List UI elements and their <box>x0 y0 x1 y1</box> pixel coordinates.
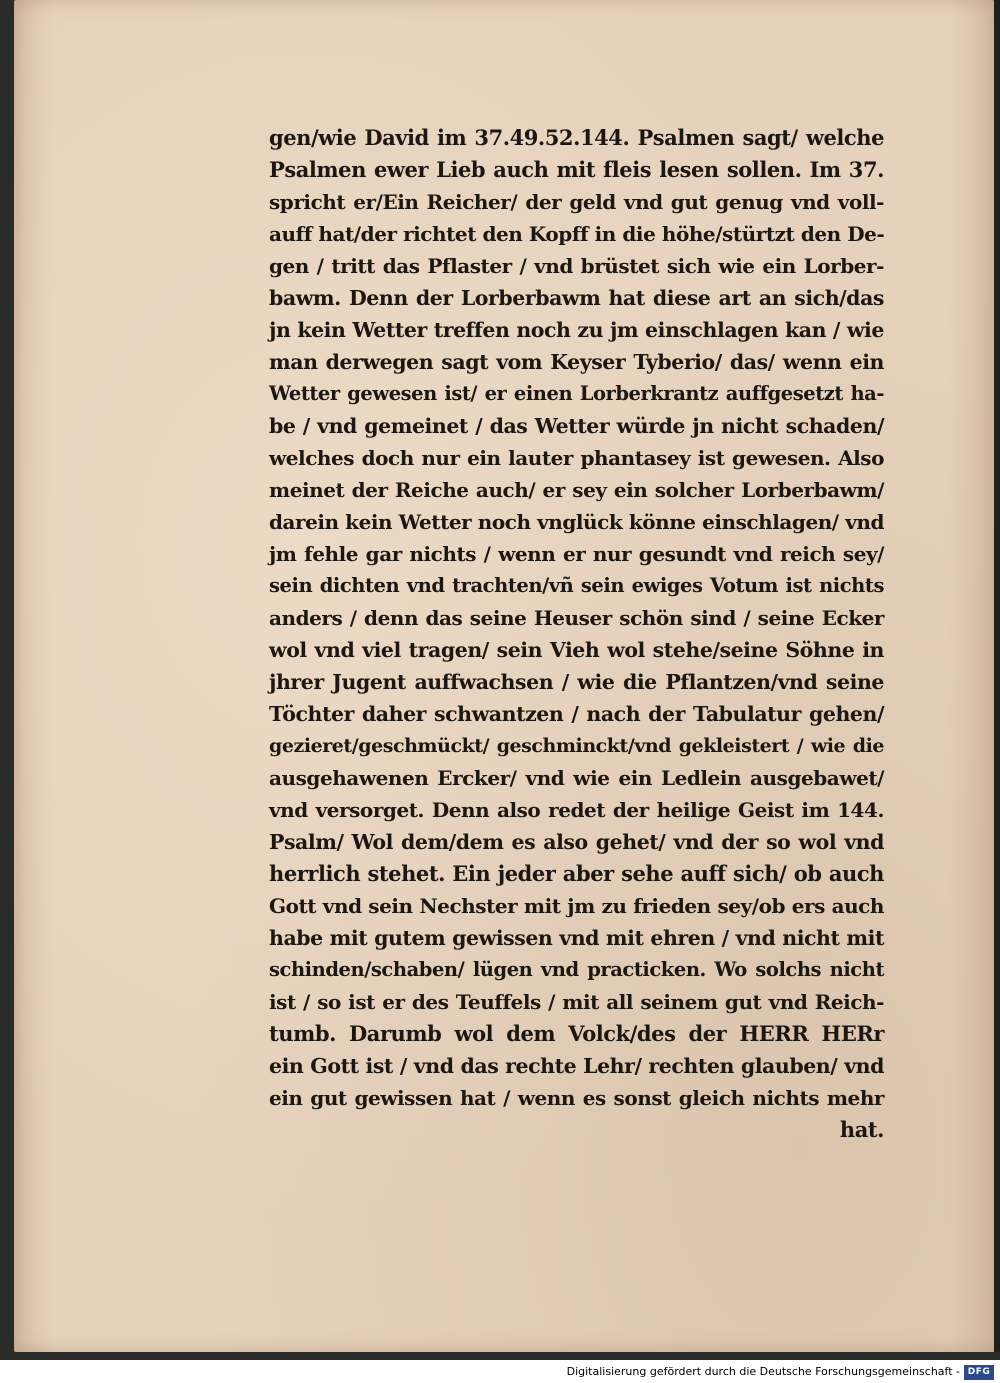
text-line: habe mit gutem gewissen vnd mit ehren / vnd nicht mit <box>269 926 884 950</box>
page-edge-shadow <box>994 0 1000 1352</box>
catchword: hat. <box>839 1117 884 1142</box>
text-line: tumb. Darumb wol dem Volck/des der HERR HERr <box>269 1021 884 1046</box>
text-line: jn kein Wetter treffen noch zu jm einschlagen kan / wie <box>269 318 884 342</box>
text-line: ist / so ist er des Teuffels / mit all seinem gut vnd Reich- <box>269 990 884 1014</box>
text-line: Töchter daher schwantzen / nach der Tabulatur gehen/ <box>269 702 884 726</box>
text-line: sein dichten vnd trachten/vñ sein ewiges Votum ist nichts <box>269 574 884 597</box>
text-line: wol vnd viel tragen/ sein Vieh wol stehe/seine Söhne in <box>269 638 884 662</box>
dfg-logo: DFG <box>964 1365 994 1380</box>
footer-credit: Digitalisierung gefördert durch die Deutsche Forschungsgemeinschaft - <box>566 1365 960 1378</box>
text-line: ein Gott ist / vnd das rechte Lehr/ rechten glauben/ vnd <box>269 1054 884 1078</box>
text-line: Wetter gewesen ist/ er einen Lorberkrantz auffgesetzt ha- <box>269 382 884 405</box>
text-line: auff hat/der richtet den Kopff in die höhe/stürtzt den De- <box>269 222 885 246</box>
text-line: schinden/schaben/ lügen vnd practicken. Wo solchs nicht <box>269 958 884 981</box>
text-line: herrlich stehet. Ein jeder aber sehe auff sich/ ob auch <box>269 861 884 886</box>
text-line: vnd versorget. Denn also redet der heilige Geist im 144. <box>269 798 884 822</box>
text-line: bawm. Denn der Lorberbawm hat diese art an sich/das <box>269 286 884 310</box>
text-line: gezieret/geschmückt/ geschminckt/vnd gekleistert / wie die <box>269 735 884 757</box>
text-line: ein gut gewissen hat / wenn es sonst gleich nichts mehr <box>269 1086 884 1110</box>
text-line: welches doch nur ein lauter phantasey ist gewesen. Also <box>269 446 884 470</box>
text-line: jhrer Jugent auffwachsen / wie die Pflantzen/vnd seine <box>269 670 884 694</box>
text-line: anders / denn das seine Heuser schön sind / seine Ecker <box>269 606 884 630</box>
text-line: Psalmen ewer Lieb auch mit fleis lesen sollen. Im 37. <box>269 157 884 182</box>
page-text <box>269 122 884 1146</box>
digitization-footer <box>0 1362 1000 1383</box>
book-page <box>14 0 998 1352</box>
text-line: Psalm/ Wol dem/dem es also gehet/ vnd der so wol vnd <box>269 830 884 854</box>
text-line: gen / tritt das Pflaster / vnd brüstet sich wie ein Lorber- <box>269 254 884 278</box>
text-line: jm fehle gar nichts / wenn er nur gesundt vnd reich sey/ <box>269 542 884 566</box>
text-line: gen/wie David im 37.49.52.144. Psalmen sagt/ welche <box>269 125 884 150</box>
text-line: darein kein Wetter noch vnglück könne einschlagen/ vnd <box>269 510 884 534</box>
text-line: ausgehawenen Ercker/ vnd wie ein Ledlein ausgebawet/ <box>269 766 884 790</box>
text-line: spricht er/Ein Reicher/ der geld vnd gut genug vnd voll- <box>269 190 884 214</box>
text-line: Gott vnd sein Nechster mit jm zu frieden sey/ob ers auch <box>269 894 884 918</box>
text-line: meinet der Reiche auch/ er sey ein solcher Lorberbawm/ <box>269 478 884 502</box>
text-line: man derwegen sagt vom Keyser Tyberio/ das/ wenn ein <box>269 350 884 374</box>
text-line: be / vnd gemeinet / das Wetter würde jn nicht schaden/ <box>269 414 884 438</box>
